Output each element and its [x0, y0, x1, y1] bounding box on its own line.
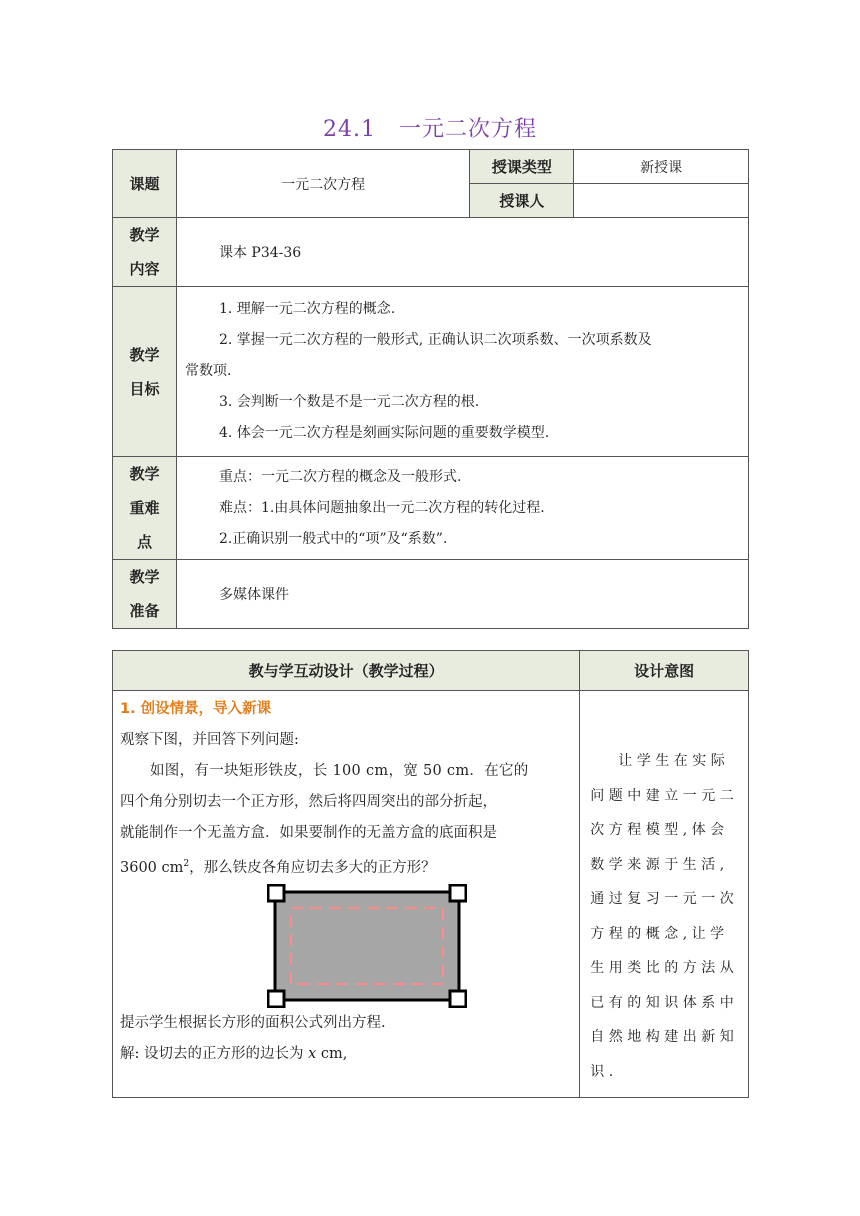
key-points — [176, 457, 748, 560]
type-label: 授课类型 — [470, 150, 574, 184]
corner-square — [450, 885, 466, 901]
intent-header: 设计意图 — [580, 651, 749, 691]
key-point-line: 2.正确识别一般式中的“项”及“系数”. — [218, 530, 448, 547]
content-label: 教学内容 — [113, 218, 177, 287]
key-point-line: 难点：1.由具体问题抽象出一元二次方程的转化过程. — [218, 499, 545, 516]
problem-line: 如图，有一块矩形铁皮，长 100 cm，宽 50 cm．在它的 — [150, 763, 529, 779]
type-value: 新授课 — [574, 150, 749, 184]
prep-value: 多媒体课件 — [176, 560, 748, 629]
process-content — [113, 691, 580, 1098]
teacher-value — [574, 184, 749, 218]
problem-question: ，那么铁皮各角应切去多大的正方形？ — [189, 859, 436, 876]
solution-text: 解: 设切去的正方形的边长为 — [120, 1045, 309, 1062]
key-point-line: 重点：一元二次方程的概念及一般形式. — [218, 468, 462, 485]
observe-line: 观察下图，并回答下列问题: — [120, 732, 299, 748]
solution-unit: cm, — [316, 1045, 348, 1062]
goal-item: 4. 体会一元二次方程是刻画实际问题的重要数学模型. — [218, 425, 550, 441]
section-heading: 1. 创设情景，导入新课 — [120, 701, 272, 717]
corner-square — [268, 885, 284, 901]
page-title: 24.1 一元二次方程 — [323, 117, 537, 142]
variable-x: x — [308, 1045, 317, 1062]
teacher-label: 授课人 — [470, 184, 574, 218]
design-intent — [580, 691, 749, 1098]
goal-item: 2. 掌握一元二次方程的一般形式, 正确认识二次项系数、一次项系数及 — [218, 332, 652, 348]
goal-list — [176, 287, 748, 457]
area-exponent: 2 — [183, 859, 190, 869]
corner-square — [268, 991, 284, 1007]
key-points-label: 教学重难点 — [113, 457, 177, 560]
goal-label: 教学目标 — [113, 287, 177, 457]
goal-item: 1. 理解一元二次方程的概念. — [218, 301, 396, 317]
hint-line: 提示学生根据长方形的面积公式列出方程. — [120, 1014, 386, 1031]
process-header: 教与学互动设计（教学过程） — [113, 651, 580, 691]
design-intent-text: 让学生在实际问题中建立一元二次方程模型,体会数学来源于生活,通过复习一元一次方程的概念,让学生用类比的方法从已有的知识体系中自然地构建出新知识. — [590, 753, 739, 1080]
goal-item: 常数项. — [184, 363, 232, 379]
goal-item: 3. 会判断一个数是不是一元二次方程的根. — [218, 394, 480, 410]
topic-value: 一元二次方程 — [176, 150, 469, 218]
problem-line: 四个角分别切去一个正方形，然后将四周突出的部分折起， — [120, 794, 497, 810]
problem-line: 就能制作一个无盖方盒．如果要制作的无盖方盒的底面积是 — [120, 825, 497, 841]
corner-square — [450, 991, 466, 1007]
lesson-info-table — [112, 149, 749, 629]
content-value: 课本 P34-36 — [176, 218, 748, 287]
iron-sheet-figure — [267, 884, 467, 1008]
teaching-process-table — [112, 650, 749, 1098]
topic-label: 课题 — [113, 150, 177, 218]
area-value: 3600 cm — [120, 859, 184, 876]
figure-area — [120, 884, 573, 1008]
prep-label: 教学准备 — [113, 560, 177, 629]
problem-line — [120, 849, 573, 884]
solution-line — [120, 1039, 573, 1070]
